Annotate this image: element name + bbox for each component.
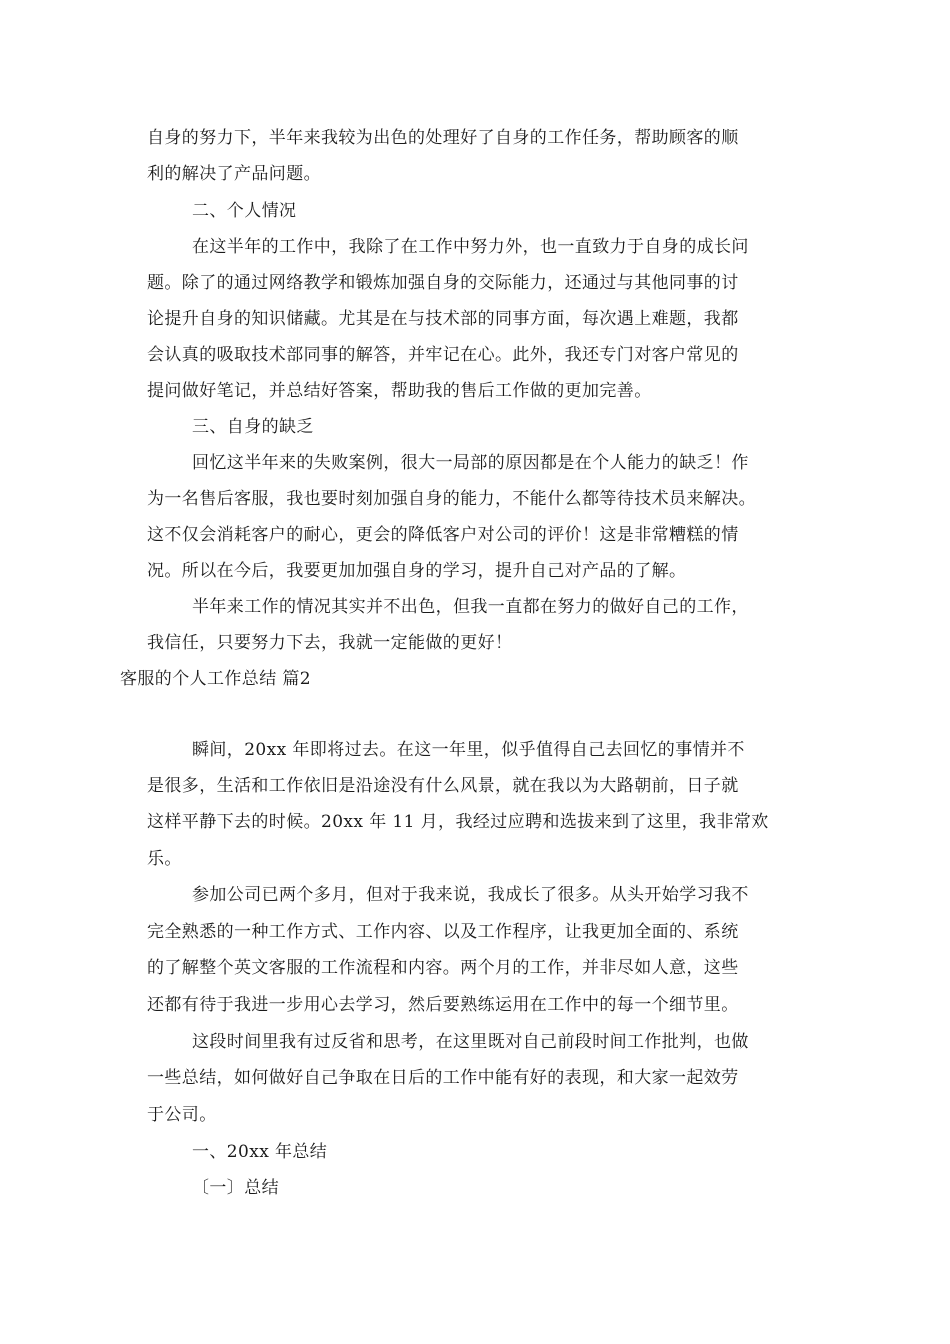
paragraph-line: 一些总结，如何做好自己争取在日后的工作中能有好的表现，和大家一起效劳 [147,1068,739,1088]
paragraph-line: 为一名售后客服，我也要时刻加强自身的能力，不能什么都等待技术员来解决。 [147,489,756,509]
paragraph-line: 这段时间里我有过反省和思考，在这里既对自己前段时间工作批判，也做 [192,1032,749,1052]
paragraph-line: 在这半年的工作中，我除了在工作中努力外，也一直致力于自身的成长问 [192,237,749,257]
article-title: 客服的个人工作总结 篇2 [120,669,312,689]
paragraph-line: 还都有待于我进一步用心去学习，然后要熟练运用在工作中的每一个细节里。 [147,995,739,1015]
paragraph-line: 论提升自身的知识储藏。尤其是在与技术部的同事方面，每次遇上难题，我都 [147,309,739,329]
subsection-heading: 〔一〕总结 [192,1178,279,1198]
paragraph-line: 于公司。 [147,1105,217,1125]
section-heading: 二、个人情况 [192,201,297,221]
paragraph-line: 我信任，只要努力下去，我就一定能做的更好！ [147,633,513,653]
paragraph-line: 完全熟悉的一种工作方式、工作内容、以及工作程序，让我更加全面的、系统 [147,922,739,942]
paragraph-line: 提问做好笔记，并总结好答案，帮助我的售后工作做的更加完善。 [147,381,652,401]
paragraph-line: 是很多，生活和工作依旧是沿途没有什么风景，就在我以为大路朝前，日子就 [147,776,739,796]
paragraph-line: 瞬间，20xx 年即将过去。在这一年里，似乎值得自己去回忆的事情并不 [192,740,745,760]
section-heading: 三、自身的缺乏 [192,417,314,437]
paragraph-line: 回忆这半年来的失败案例，很大一局部的原因都是在个人能力的缺乏！作 [192,453,749,473]
paragraph-line: 会认真的吸取技术部同事的解答，并牢记在心。此外，我还专门对客户常见的 [147,345,739,365]
paragraph-line: 况。所以在今后，我要更加加强自身的学习，提升自己对产品的了解。 [147,561,687,581]
paragraph-line: 半年来工作的情况其实并不出色，但我一直都在努力的做好自己的工作， [192,597,749,617]
paragraph-line: 题。除了的通过网络教学和锻炼加强自身的交际能力，还通过与其他同事的讨 [147,273,739,293]
paragraph-line: 乐。 [147,849,182,869]
paragraph-line: 的了解整个英文客服的工作流程和内容。两个月的工作，并非尽如人意，这些 [147,958,739,978]
paragraph-line: 自身的努力下，半年来我较为出色的处理好了自身的工作任务，帮助顾客的顺 [147,128,739,148]
paragraph-line: 参加公司已两个多月，但对于我来说，我成长了很多。从头开始学习我不 [192,885,749,905]
section-heading: 一、20xx 年总结 [192,1142,328,1162]
paragraph-line: 这样平静下去的时候。20xx 年 11 月，我经过应聘和选拔来到了这里，我非常欢 [147,812,769,832]
paragraph-line: 利的解决了产品问题。 [147,164,321,184]
paragraph-line: 这不仅会消耗客户的耐心，更会的降低客户对公司的评价！这是非常糟糕的情 [147,525,739,545]
